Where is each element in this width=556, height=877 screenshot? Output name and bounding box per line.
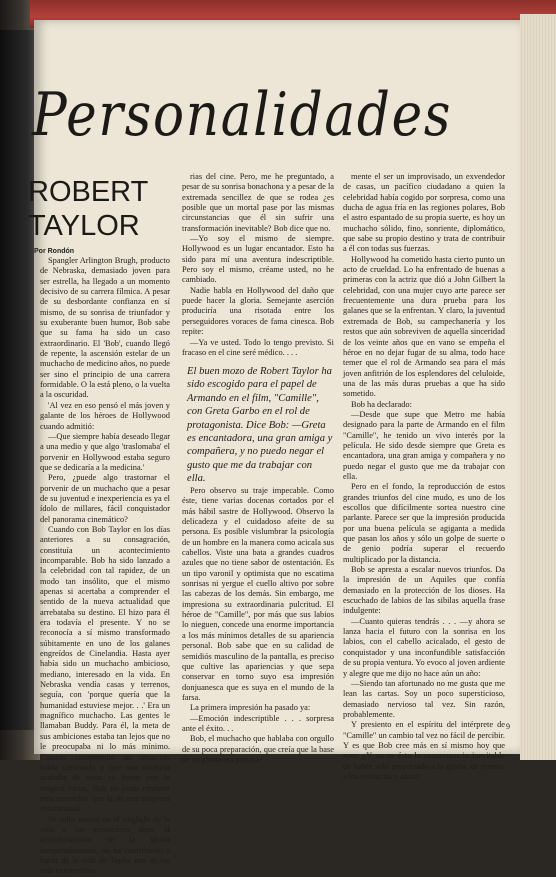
magazine-page bbox=[28, 20, 520, 876]
column-2-top bbox=[182, 172, 334, 358]
pull-quote: El buen mozo de Robert Taylor ha sido escogido para el papel de Armando en el film, "Camille", con Greta Garbo en el rol de protagonista. Dice Bob: —Greta es encantadora, una gran amiga y compañera, y no puedo negar el gusto que me da trabajar con ella. bbox=[187, 366, 333, 485]
paragraph: Spangler Arlington Brugh, producto de Nebraska, demasiado joven para ser estrella, ha llegado a un momento decisivo de su carrera fílmica. A pesar de su desbordante confianza en sí mismo, de su sonrisa de triunfador y su exuberante buen humor, Bob sabe que su fama ha sido un caso extraordinario. El 'Bob', cuando llegó de repente, la ascensión estelar de un muchacho de medicino años, no puede ser sino el principio de una carrera formidable. O la está pleno, o la vuelta a la oscuridad. bbox=[40, 256, 171, 400]
paragraph: Y presiento en el espíritu del intérprete de "Camille" un cambio tal vez no fácil de percibir. Y es que Bob cree más en sí mismo hoy que ayer. ¿Y no es ésta la consecuencia inevitable de haber sido proyectado a la gloria, de pronto, a los veinticinco años? bbox=[343, 720, 505, 781]
paragraph: mente el ser un improvisado, un exvendedor de casas, un pacífico ciudadano a quien la celebridad había cogido por sorpresa, como una ducha de agua fría en las regiones polares, Bob el astro espantado de su propia suerte, es hoy un muchacho sólido, fino, sonriente, diplomático, que sabe su propio destino y trata de contribuir a él con todas sus fuerzas. bbox=[343, 172, 505, 254]
paragraph: Bob ha declarado: bbox=[351, 399, 412, 409]
page-stack-edge bbox=[520, 14, 556, 760]
paragraph: Cuando con Bob Taylor en los días anteriores a su consagración, constituía un acontecimiento incomparable. Bob ha sido lanzado a la celebridad con tal rapidez, de un modo tan insólito, que el mismo apenas si acertaba a comprender el sentido de la nueva actualidad que arrebataba su destino. El hizo para él era todavía el presente. Y no se reconocía a sí mismo transformado súbitamente en uno de los galanes engreídos de Cinelandia. Hasta ayer había sido un muchacho ambicioso, mediano, interesado en la vida. En Nebraska vendía casas y terrenos, seguía, con 'porque quería que la humanidad estuviese mejor. . .' Era un magnífico muchacho. Las gentes le llamaban Buddy. Para él, la meta de sus ambiciones estaba tan lejos que no le preocupaba ni lo más mínimo. Cuando comprendió su situación había cambiado y que una madrina acababa de tocar su frente con la mágica varita, Bob no pudo reprimir otra sensación que la de una sorpresa descomunal. bbox=[40, 524, 170, 814]
paragraph: Hollywood ha cometido hasta cierto punto un acto de crueldad. Lo ha enfrentado de buenas a primeras con la actriz que dió a John Gilbert la celebridad, con una mujer cuyo arte parece ser frecuentemente una dura prueba para los galanes que se la enfrentan. Y claro, la juventud extremada de Bob, su campechanería y los restos que aún sobreviven de aquella sinceridad de los veinte años que en vano se empeña el héroe en no dejar fugar de su alma, todo hace temer que el rol de Armando sea para el más joven anfitrión de los esplendores del celuloide, una de las más duras pruebas a que ha sido sometido. bbox=[343, 254, 505, 399]
paragraph: Pero, ¿puede algo trastornar el porvenir de un muchacho que a pesar de su juventud e inexperiencia es ya el ídolo de millares, fácil conquistador del panorama cinemático? bbox=[40, 473, 170, 524]
paragraph: Bob se apresta a escalar nuevos triunfos. Da la impresión de un Aquiles que confía demasiado en la protección de los dioses. Ha escuchado de labios de las sibilas aquella frase indulgente: bbox=[343, 565, 505, 616]
paragraph: —Ya ve usted. Todo lo tengo previsto. Si fracaso en el cine seré médico. . . . bbox=[182, 337, 334, 357]
page-number: 9 bbox=[506, 722, 510, 731]
paragraph: —Siendo tan afortunado no me gusta que me lean las cartas. Soy un poco supersticioso, demasiado nervioso tal vez. Sin razón, probablemente. bbox=[343, 678, 505, 719]
paragraph: 'Al vez en eso pensó el más joven y galante de los héroes de Hollywood cuando admitió: bbox=[40, 400, 170, 431]
paragraph: Pero observo su traje impecable. Como éste, tiene varias docenas cortados por el más hábil sastre de Hollywood. Observo la delicadeza y el cuidadoso afeite de su persona. Es posible vislumbrar la psicología de un hombre en la manera como acicala sus cabellos. Viste una bata a grandes cuadros azules que no tiene sabor de ostentación. Es un tipo varonil y optimista que no escatima sonrisas ni yergue el cuello altivo por sobre las cabezas de los demás. Sin embargo, me impresiona su extraordinaria pulcritud. El héroe de "Camille", por más que sus labios lo nieguen, concede una enorme importancia a los más mínimos detalles de su apariencia personal. Bob sabe que en su calidad de semidiós masculino de la pantalla, es preciso que cultive las apariencias y que sepa conservar en torno suyo esa impresión donjuanesca que es suya en el mundo de la farsa. bbox=[182, 486, 334, 702]
paragraph: rias del cine. Pero, me he preguntado, a pesar de su sonrisa bonachona y a pesar de la extremada sencillez de que se rodea ¿es posible que un mortal pase por las mismas circunstancias que él sin sufrir una transformación inevitable? Bob dice que no. bbox=[182, 172, 334, 233]
column-2-bottom bbox=[182, 486, 334, 765]
name-line-1: ROBERT bbox=[28, 176, 149, 208]
column-1 bbox=[40, 256, 170, 877]
paragraph: Se salto mortal en el tinglado de la vida a los veinticinco años, al descubrimiento de la gloria inesperadamente, no ha contribuido a hacer de la vida de Taylor una de las más extraordina- bbox=[40, 814, 170, 876]
paragraph: Pero en el fondo, la reproducción de estos grandes triunfos del cine mudo, es uno de los escollos que difícilmente sortea nuestro cine parlante. Parece ser que la impresión producida por una buena película se agiganta a medida que pasan los años y sólo un golpe de suerte o de genio podría superar el recuerdo multiplicado por la distancia. bbox=[343, 482, 505, 564]
paragraph: —Desde que supe que Metro me había designado para la parte de Armando en el film "Camille", he tenido un vivo interés por la película. He sido desde siempre que Greta es encantadora, una gran amiga y compañera y no puedo negar el gusto que me da trabajar con ella. bbox=[343, 409, 505, 481]
paragraph: La primera impresión ha pasado ya: bbox=[190, 703, 311, 713]
paragraph: Nadie habla en Hollywood del daño que puede hacer la gloria. Semejante aserción produciría una risotada entre los perseguidores voraces de fama cinesca. Bob repite: bbox=[182, 285, 334, 337]
headline: Personalidades bbox=[32, 80, 453, 150]
column-3 bbox=[343, 172, 505, 782]
paragraph: —Yo soy el mismo de siempre. Hollywood es un lugar encantador. Esto ha sido para mí una aventura indescriptible. Pero soy el mismo, créame usted, no he cambiado. bbox=[182, 234, 334, 285]
paragraph: —Emoción indescriptible . . . sorpresa ante el éxito. . . bbox=[182, 713, 334, 733]
name-line-2: TAYLOR bbox=[28, 210, 140, 242]
paragraph: Bob, el muchacho que hablaba con orgullo de su poca preparación, que creía que la base de su gloria era precisa- bbox=[182, 734, 334, 764]
byline: Por Rondón bbox=[34, 248, 75, 255]
paragraph: —Cuanto quieras tendrás . . . —y ahora se lanza hacia el futuro con la sonrisa en los labios, con el cabello acicalado, el gesto de conquistador y una inconfundible satisfacción de su propia ventura. Yo evoco al joven ardiente y alegre que me dijo no hace aún un año: bbox=[343, 616, 505, 678]
paragraph: —Que siempre había deseado llegar a una medio y que algo 'traslomaba' el porvenir en Hollywood estaba seguro que se dedicaría a la medicina.' bbox=[40, 431, 170, 472]
subject-name bbox=[28, 175, 148, 243]
